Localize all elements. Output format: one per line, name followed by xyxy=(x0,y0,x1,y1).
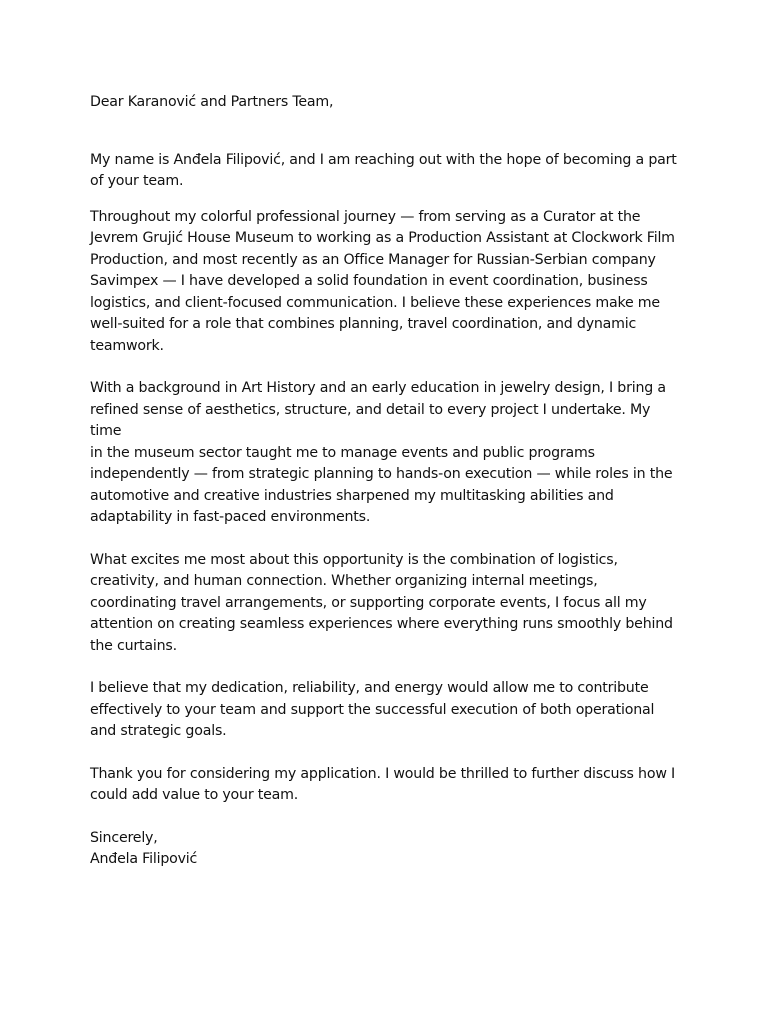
closing: Sincerely, xyxy=(90,829,158,846)
paragraph-intro: My name is Anđela Filipović, and I am reaching out with the hope of becoming a part of your team. xyxy=(90,151,677,189)
signature: Anđela Filipović xyxy=(90,851,198,867)
paragraph-contribution: I believe that my dedication, reliability, and energy would allow me to contribute effectively to your team and support the successful execution of both operational and strategic goals. xyxy=(90,680,655,739)
paragraph-background: With a background in Art History and an early education in jewelry design, I bring a refined sense of aesthetics, structure, and detail to every project I undertake. My time in the museum sector taught me to manage events and public programs independently — from strategic planning to hands-on execution — while roles in the automotive and creative industries sharpened my multitasking abilities and adaptability in fast-paced environments. xyxy=(90,380,673,525)
salutation: Dear Karanović and Partners Team, xyxy=(90,94,334,110)
paragraph-experience: Throughout my colorful professional journey — from serving as a Curator at the Jevrem Grujić House Museum to working as a Production Assistant at Clockwork Film Production, and most recently as an Office Manager for Russian-Serbian company Savimpex — I have developed a solid foundation in event coordination, business logistics, and client-focused communication. I believe these experiences make me well-suited for a role that combines planning, travel coordination, and dynamic teamwork. xyxy=(90,208,675,354)
cover-letter xyxy=(90,92,680,871)
closing-block xyxy=(90,828,680,871)
paragraph-thanks: Thank you for considering my application. I would be thrilled to further discuss how I could add value to your team. xyxy=(90,765,676,803)
paragraph-motivation: What excites me most about this opportunity is the combination of logistics, creativity, and human connection. Whether organizing internal meetings, coordinating travel arrangements, or supporting corporate events, I focus all my attention on creating seamless experiences where everything runs smoothly behind the curtains. xyxy=(90,551,673,654)
